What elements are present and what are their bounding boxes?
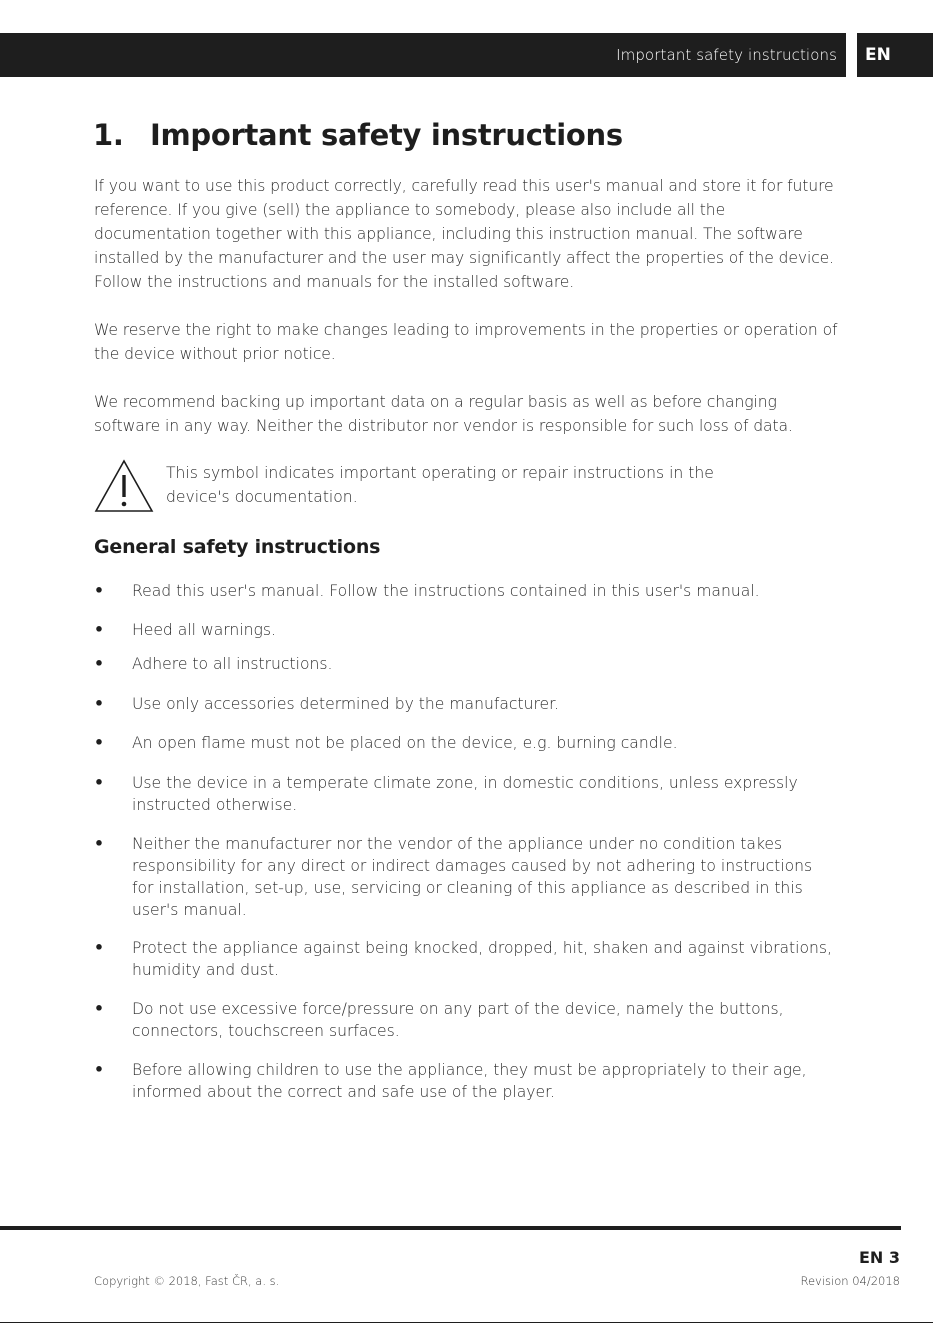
- changes-paragraph: We reserve the right to make changes leading to improvements in the properties or operation of the device without prior notice.: [94, 321, 838, 363]
- copyright-text: Copyright © 2018, Fast ČR, a. s.: [94, 1274, 280, 1288]
- revision-text: Revision 04/2018: [800, 1274, 900, 1288]
- warning-text: This symbol indicates important operating or repair instructions in the device's documentation.: [166, 464, 714, 506]
- bullet-icon: •: [94, 734, 104, 752]
- language-badge: EN: [857, 33, 933, 77]
- bullet-icon: •: [94, 1000, 104, 1018]
- general-safety-heading: General safety instructions: [94, 536, 381, 558]
- bullet-icon: •: [94, 621, 104, 639]
- page-title: [93, 118, 623, 152]
- header-section-title: Important safety instructions: [616, 46, 837, 64]
- page-number: EN 3: [858, 1248, 900, 1267]
- bullet-icon: •: [94, 582, 104, 600]
- bullet-icon: •: [94, 939, 104, 957]
- bullet-icon: •: [94, 655, 104, 673]
- warning-triangle-icon: [94, 459, 154, 513]
- bullet-icon: •: [94, 1061, 104, 1079]
- section-title: Important safety instructions: [150, 118, 623, 152]
- intro-paragraph: If you want to use this product correctly, carefully read this user's manual and store it for future reference. If you give (sell) the appliance to somebody, please also include all the documentation together with this appliance, including this instruction manual. The software installed by the manufacturer and the user may significantly affect the properties of the device. Follow the instructions and manuals for the installed software.: [94, 177, 835, 291]
- backup-paragraph: We recommend backing up important data on a regular basis as well as before changing software in any way. Neither the distributor nor vendor is responsible for such loss of data.: [94, 393, 793, 435]
- bullet-icon: •: [94, 774, 104, 792]
- page-bottom-rule: [0, 1322, 933, 1323]
- footer-divider: [0, 1226, 901, 1230]
- section-number: 1.: [93, 118, 124, 152]
- bullet-icon: •: [94, 695, 104, 713]
- bullet-icon: •: [94, 835, 104, 853]
